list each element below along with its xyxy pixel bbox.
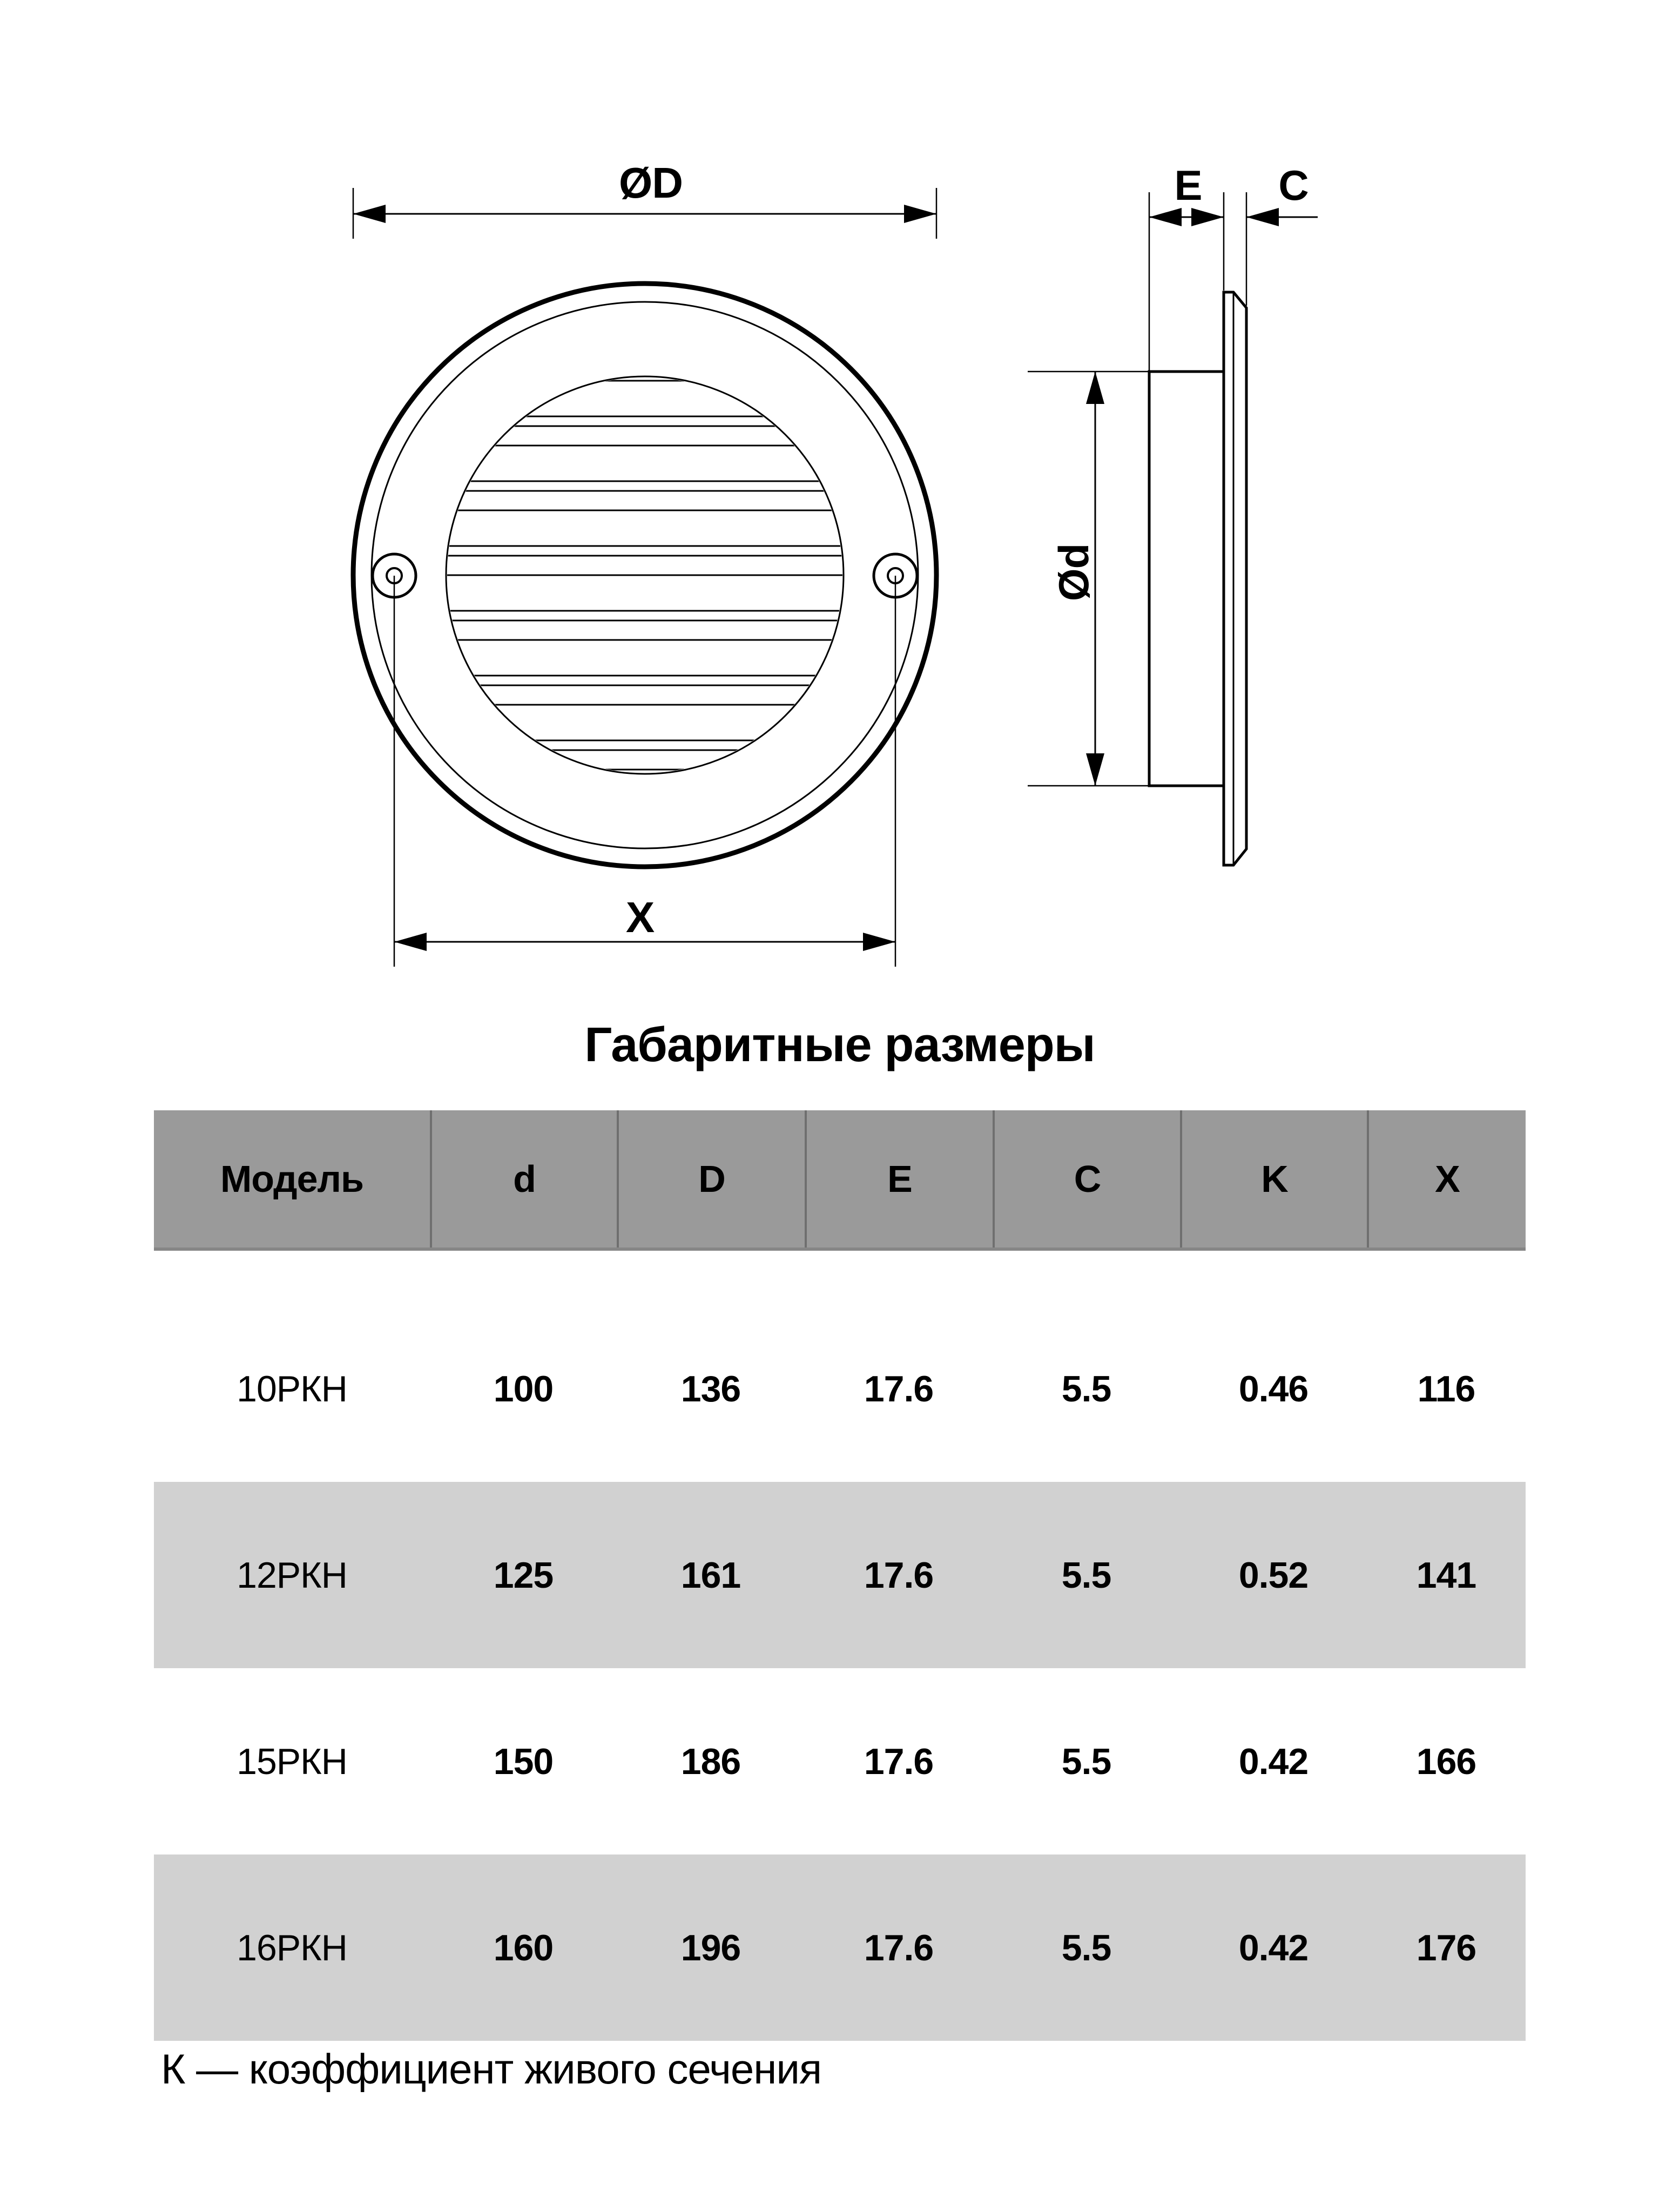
cell-value: 160 [493, 1927, 554, 1968]
dimensions-table [154, 1110, 1526, 2041]
cell-value: 0.42 [1238, 1741, 1309, 1782]
cell-value: 5.5 [1061, 1554, 1111, 1596]
cell-value: 17.6 [864, 1741, 934, 1782]
cell-value: 166 [1416, 1741, 1476, 1782]
arrowhead-right [1191, 208, 1224, 226]
table-row [154, 1482, 1526, 1668]
cell-value: 0.52 [1238, 1554, 1309, 1596]
cell-value: 5.5 [1061, 1368, 1111, 1410]
cell-value: 150 [493, 1741, 554, 1782]
cell-model: 12РКН [237, 1554, 347, 1596]
label-duct-diameter: Ød [1050, 543, 1097, 602]
arrowhead-left [1246, 208, 1279, 226]
header-D: D [617, 1110, 805, 1247]
louver-slats [443, 381, 847, 770]
label-thickness-c: C [1278, 161, 1309, 209]
cell-value: 17.6 [864, 1927, 934, 1968]
arrowhead-down [1086, 753, 1104, 786]
header-model: Модель [220, 1158, 363, 1200]
header-X: X [1367, 1110, 1526, 1247]
arrowhead-up [1086, 372, 1104, 404]
cell-value: 17.6 [864, 1554, 934, 1596]
cell-value: 196 [680, 1927, 741, 1968]
arrowhead-right [863, 933, 895, 951]
cell-value: 0.42 [1238, 1927, 1309, 1968]
dimension-depth-e [1149, 192, 1224, 370]
duct-spigot [1149, 372, 1224, 786]
header-K: K [1180, 1110, 1367, 1247]
cell-value: 0.46 [1238, 1368, 1309, 1410]
label-hole-spacing: X [625, 893, 655, 941]
arrowhead-right [904, 205, 936, 223]
cell-value: 100 [493, 1368, 554, 1410]
label-outer-diameter: ØD [619, 159, 683, 207]
table-spacer [154, 1251, 1526, 1296]
header-d: d [430, 1110, 617, 1247]
side-view [1028, 192, 1318, 865]
cell-value: 176 [1416, 1927, 1476, 1968]
footnote: К — коэффициент живого сечения [161, 2045, 822, 2093]
dimension-thickness-c [1246, 192, 1318, 306]
arrowhead-left [394, 933, 427, 951]
section-title: Габаритные размеры [584, 1018, 1095, 1072]
cell-value: 116 [1417, 1368, 1475, 1410]
cell-value: 136 [680, 1368, 741, 1410]
header-C: C [993, 1110, 1180, 1247]
cell-value: 17.6 [864, 1368, 934, 1410]
label-depth-e: E [1174, 161, 1202, 209]
table-row [154, 1668, 1526, 1854]
cell-value: 5.5 [1061, 1741, 1111, 1782]
table-row [154, 1296, 1526, 1482]
cell-value: 186 [680, 1741, 741, 1782]
cell-value: 141 [1416, 1554, 1476, 1596]
flange-plate [1224, 292, 1246, 865]
cell-value: 161 [680, 1554, 741, 1596]
arrowhead-left [1149, 208, 1182, 226]
cell-model: 16РКН [237, 1927, 347, 1968]
cell-value: 5.5 [1061, 1927, 1111, 1968]
table-header-row [154, 1110, 1526, 1251]
arrowhead-left [353, 205, 386, 223]
header-E: E [805, 1110, 993, 1247]
cell-model: 10РКН [237, 1368, 347, 1410]
cell-model: 15РКН [237, 1741, 347, 1782]
table-row [154, 1854, 1526, 2041]
cell-value: 125 [493, 1554, 554, 1596]
front-view [353, 188, 936, 967]
